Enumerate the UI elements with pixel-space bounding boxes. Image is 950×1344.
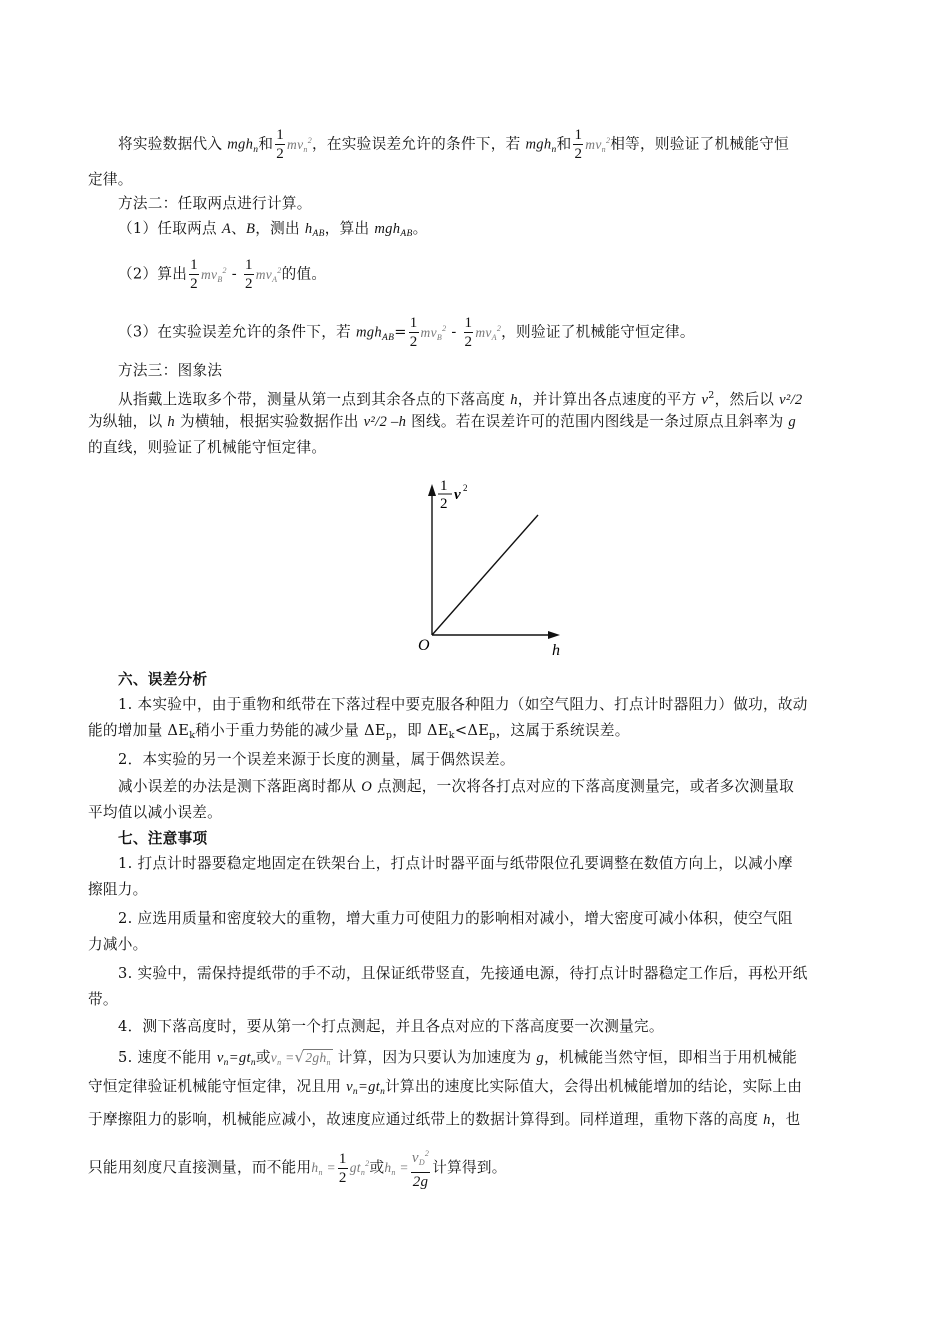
- y-label-var: v: [454, 487, 461, 503]
- x-axis-arrow: [548, 631, 560, 639]
- text: ，在实验误差允许的条件下，若: [312, 135, 526, 153]
- text: 和: [556, 135, 572, 153]
- method3-title: 方法三：图象法: [118, 362, 223, 379]
- math-mvn-squared: $mv_n^2$: [287, 135, 312, 154]
- method2-step3: （3）在实验误差允许的条件下，若 mgh$_{AB}$= $\frac{1}{2}$ $mv_B^2$ - $\frac{1}{2}$ $mv_A^2$，则验证了机械能守恒定律。: [118, 315, 695, 350]
- origin-label: O: [418, 637, 430, 654]
- point-a: A: [221, 221, 232, 237]
- y-label-exp: 2: [463, 483, 468, 493]
- math-vn-sqrt: $v_n =√2gh_n$: [271, 1050, 333, 1065]
- section7-item3-cont: 带。: [88, 991, 118, 1008]
- section7-item1: 1. 打点计时器要稳定地固定在铁架台上，打点计时器平面与纸带限位孔要调整在数值方向上，以减小摩: [118, 855, 793, 872]
- section6-item1-cont: 能的增加量 $\Delta E_k$稍小于重力势能的减少量 $\Delta E_p$，即 $\Delta E_k<\Delta E_p$，这属于系统误差。: [88, 722, 630, 741]
- method2-step2: （2）算出 $\frac{1}{2}$ $mv_B^2$ - $\frac{1}{2}$ $mv_A^2$的值。: [118, 257, 327, 292]
- section7-item4: 4．测下落高度时，要从第一个打点测起，并且各点对应的下落高度要一次测量完。: [118, 1018, 664, 1035]
- method3-line1: 从指戴上选取多个带，测量从第一点到其余各点的下落高度 h，并计算出各点速度的平方 $v^2$，然后以 v²/2: [118, 390, 803, 408]
- text: 相等，则验证了机械能守恒: [610, 135, 789, 153]
- math-sub-n: n: [253, 144, 259, 155]
- section7-item5: 5. 速度不能用 $v_n=gt_n$或$v_n =√2gh_n$ 计算，因为只要认为加速度为 g，机械能当然守恒，即相当于用机械能: [118, 1045, 866, 1075]
- math-mvn-squared: $mv_n^2$: [585, 135, 611, 154]
- section7-item5-line3: 于摩擦阻力的影响，机械能应减小，故速度应通过纸带上的数据计算得到。同样道理，重物下落的高度 h，也: [88, 1111, 801, 1128]
- paragraph-line: 定律。: [88, 171, 133, 188]
- section6-reduce-cont: 平均值以减小误差。: [88, 804, 223, 821]
- fraction-half: $\frac{1}{2}$: [276, 127, 285, 162]
- method3-line3: 的直线，则验证了机械能守恒定律。: [88, 439, 327, 456]
- section6-item1: 1. 本实验中，由于重物和纸带在下落过程中要克服各种阻力（如空气阻力、打点计时器阻力）做功，故动: [118, 696, 808, 713]
- section7-item2-cont: 力减小。: [88, 936, 148, 953]
- method2-title: 方法二：任取两点进行计算。: [118, 195, 312, 212]
- section6-item2: 2．本实验的另一个误差来源于长度的测量，属于偶然误差。: [118, 751, 515, 768]
- text: 将实验数据代入: [118, 135, 228, 153]
- math-mgh: mgh: [525, 136, 552, 153]
- method3-line2: 为纵轴，以 h 为横轴，根据实验数据作出 v²/2 –h 图线。若在误差许可的范围内图线是一条过原点且斜率为 g: [88, 413, 797, 430]
- radical-sign: √: [294, 1048, 305, 1066]
- section6-reduce: 减小误差的办法是测下落距离时都从 O 点测起，一次将各打点对应的下落高度测量完，或者多次测量取: [118, 778, 795, 795]
- text: 和: [258, 135, 274, 153]
- math-mgh: mgh: [374, 221, 401, 237]
- fraction-half: $\frac{1}{2}$: [574, 127, 583, 162]
- math-mgh: mgh: [227, 136, 254, 153]
- section7-item5-line2: 守恒定律验证机械能守恒定律，况且用 $v_n=gt_n$计算出的速度比实际值大，会得出机械能增加的结论，实际上由: [88, 1078, 803, 1097]
- y-label-num: 1: [440, 478, 448, 494]
- section7-item2: 2. 应选用质量和密度较大的重物，增大重力可使阻力的影响相对减小，增大密度可减小体积，使空气阻: [118, 910, 793, 927]
- graph-v2-vs-h: [410, 470, 580, 660]
- section6-title: 六、误差分析: [118, 671, 208, 688]
- math-h: h: [304, 221, 313, 237]
- section7-item1-cont: 擦阻力。: [88, 881, 148, 898]
- y-label-den: 2: [440, 496, 448, 512]
- paragraph-substitute: 将实验数据代入 mgh$_n$和 $\frac{1}{2}$ $mv_n^2$，在实验误差允许的条件下，若 mgh$_n$和 $\frac{1}{2}$ $mv_n^2$相等，则验证了机械能守恒: [118, 127, 789, 162]
- x-label: h: [552, 642, 560, 659]
- section7-item5-line4: 只能用刻度尺直接测量，而不能用$h_n$ = $\frac{1}{2}$ $gt_n^2$或$h_n$ = $\frac{v_D^2}{2g}$ 计算得到。: [88, 1144, 866, 1193]
- y-axis-arrow: [428, 484, 436, 496]
- method2-step1: （1）任取两点 A、B，测出 $h_{AB}$，算出 mgh$_{AB}$。: [118, 220, 428, 239]
- graph-line: [432, 515, 538, 635]
- point-b: B: [246, 221, 256, 237]
- section7-title: 七、注意事项: [118, 830, 208, 847]
- section7-item3: 3. 实验中，需保持提纸带的手不动，且保证纸带竖直，先接通电源，待打点计时器稳定工作后，再松开纸: [118, 965, 808, 982]
